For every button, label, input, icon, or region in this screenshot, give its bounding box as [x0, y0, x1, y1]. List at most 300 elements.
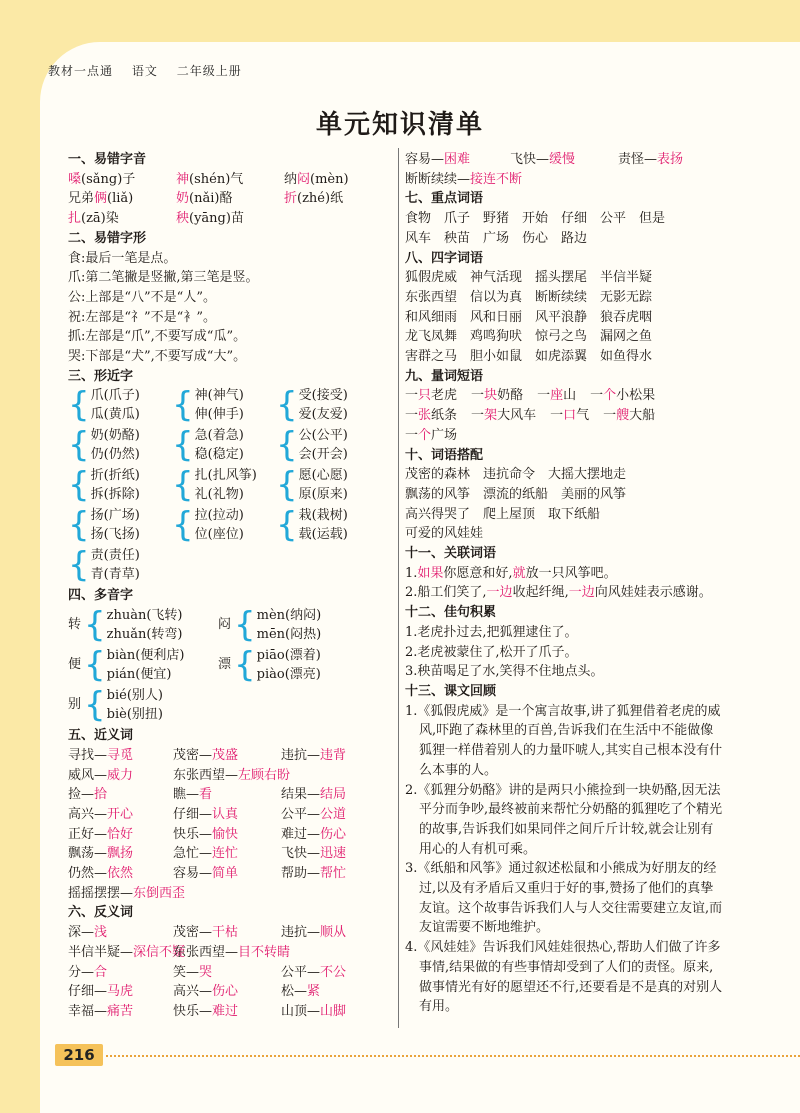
similar-char-list	[68, 386, 390, 586]
antonym-pair-row	[68, 943, 390, 963]
idiom-line: 害群之马 胆小如鼠 如虎添翼 如鱼得水	[405, 349, 653, 365]
brace-icon: {	[68, 545, 90, 586]
section-heading: 三、形近字	[68, 368, 134, 384]
conjunction-item	[405, 583, 725, 603]
conjunction-word: 一边	[568, 585, 595, 601]
measure-word: 个	[418, 427, 432, 443]
word-base: 摇摇摆摆—	[68, 885, 134, 901]
similar-char-row	[68, 506, 390, 546]
measure-noun: 大船	[629, 408, 656, 424]
word-base: 威风—	[68, 767, 108, 783]
word-base: 高兴—	[173, 984, 213, 1000]
pron-pinyin: (shén)气	[189, 171, 244, 187]
polyphone-readings	[107, 686, 163, 724]
pron-pinyin: (nǎi)酪	[189, 191, 233, 207]
pair-words	[91, 426, 140, 464]
synonym-pair	[281, 864, 346, 884]
synonym-pair	[68, 844, 173, 864]
word-answer: 茂盛	[212, 747, 239, 763]
pron-pinyin: (yāng)苗	[189, 211, 244, 227]
word-answer: 合	[94, 964, 108, 980]
antonym-pair	[281, 982, 320, 1002]
word-base: 东张西望—	[173, 767, 239, 783]
measure-noun: 气	[576, 408, 590, 424]
pron-char: 嗓	[68, 171, 82, 187]
conjunction-list	[405, 564, 725, 603]
word-base: 容易—	[405, 152, 445, 167]
word-base: 飞快—	[510, 152, 550, 167]
pron-prefix: 兄弟	[68, 191, 95, 207]
word: 位(座位)	[194, 527, 244, 543]
synonym-pair	[281, 844, 346, 864]
synonym-pair	[68, 864, 173, 884]
pron-char: 秧	[176, 211, 190, 227]
measure-noun: 广场	[431, 427, 458, 443]
word: 拉(拉动)	[194, 508, 244, 524]
antonym-pair	[68, 963, 173, 983]
key-words-line: 风车 秧苗 广场 伤心 路边	[405, 230, 588, 246]
key-words-line: 食物 爪子 野猪 开始 仔细 公平 但是	[405, 211, 666, 227]
word-answer: 开心	[107, 806, 134, 822]
pronunciation-item	[68, 189, 176, 209]
polyphone-char: 漂	[218, 657, 232, 673]
pron-pinyin: (zā)染	[81, 211, 119, 227]
sentence-item: 2.老虎被蒙住了,松开了爪子。	[405, 644, 578, 660]
word-answer: 难过	[212, 1003, 239, 1019]
word-answer: 困难	[444, 152, 471, 167]
polyphone-row	[68, 686, 390, 724]
collocation-list	[405, 465, 725, 544]
word-base: 正好—	[68, 826, 108, 842]
word: 稳(稳定)	[194, 447, 244, 463]
word-answer: 认真	[212, 806, 239, 822]
collocation-line: 可爱的风娃娃	[405, 526, 484, 542]
word-answer: 目不转睛	[238, 944, 291, 960]
word-base: 东张西望—	[173, 944, 239, 960]
similar-char-row	[68, 426, 390, 466]
brace-icon: {	[234, 605, 256, 646]
pronunciation-item	[68, 170, 176, 190]
synonym-pair	[173, 825, 281, 845]
similar-char-pair	[68, 546, 172, 584]
sentence-text: 向风娃娃表示感谢。	[594, 585, 712, 601]
word: 责(责任)	[90, 548, 140, 564]
polyphone-char: 别	[68, 697, 82, 713]
antonym-pair-row	[68, 923, 390, 943]
brace-icon: {	[276, 425, 298, 466]
review-item: 4.《风娃娃》告诉我们风娃娃很热心,帮助人们做了许多事情,结果做的有些事情却受到了人们的责怪。原来,做事情光有好的愿望还不行,还要看是不是真的对别人有用。	[405, 940, 723, 1015]
word: 栽(栽树)	[298, 508, 348, 524]
review-item: 1.《狐假虎威》是一个寓言故事,讲了狐狸借着老虎的威风,吓跑了森林里的百兽,告诉我们在生活中不能做像狐狸一样借着别人的力量吓唬人,其实自己根本没有什么本事的人。	[405, 703, 723, 778]
reading: pián(便宜)	[106, 667, 172, 683]
running-header	[48, 62, 256, 79]
word-answer: 深信不疑	[133, 944, 186, 960]
lesson-review-list	[405, 702, 725, 1017]
word-answer: 紧	[307, 984, 321, 1000]
item-number: 1.	[405, 565, 418, 581]
brace-icon: {	[172, 465, 194, 506]
pronunciation-item	[176, 209, 284, 229]
pair-words	[195, 506, 244, 544]
collocation-line: 高兴得哭了 爬上屋顶 取下纸船	[405, 506, 601, 522]
word: 爱(友爱)	[298, 407, 348, 423]
brace-icon: {	[172, 385, 194, 426]
antonym-pair	[405, 170, 523, 190]
similar-char-row	[68, 546, 390, 586]
word-answer: 威力	[107, 767, 134, 783]
word-base: 山顶—	[281, 1003, 321, 1019]
pair-words	[91, 466, 140, 504]
word: 急(着急)	[194, 428, 244, 444]
similar-char-pair	[276, 386, 380, 424]
similar-char-pair	[68, 506, 172, 544]
synonym-pair	[281, 805, 346, 825]
antonym-pair	[68, 982, 173, 1002]
pair-words	[195, 466, 257, 504]
pair-words	[299, 426, 348, 464]
measure-word: 口	[563, 408, 577, 424]
antonym-list	[68, 923, 390, 1022]
grade-name: 二年级上册	[176, 64, 242, 78]
antonym-pair	[68, 943, 186, 963]
measure-one: 一	[537, 388, 551, 404]
synonym-pair	[281, 746, 346, 766]
shape-note: 哭:下部是“犬”,不要写成“大”。	[68, 349, 247, 365]
word-answer: 恰好	[107, 826, 134, 842]
pron-char: 奶	[176, 191, 190, 207]
section-heading: 七、重点词语	[405, 191, 484, 207]
word-answer: 接连不断	[470, 171, 523, 187]
word-answer: 结局	[320, 787, 347, 803]
pronunciation-row	[68, 209, 390, 229]
key-words-list	[405, 209, 725, 248]
idiom-line: 和风细雨 风和日丽 风平浪静 狼吞虎咽	[405, 309, 653, 325]
shape-note: 爪:第二笔撇是竖撇,第三笔是竖。	[68, 270, 259, 286]
pair-words	[195, 386, 244, 424]
measure-word: 个	[603, 388, 617, 404]
word-answer: 公道	[320, 806, 347, 822]
measure-noun: 山	[563, 388, 577, 404]
synonym-pair-row	[68, 785, 390, 805]
word: 公(公平)	[298, 428, 348, 444]
word-base: 公平—	[281, 806, 321, 822]
brace-icon: {	[68, 425, 90, 466]
word-answer: 违背	[320, 747, 347, 763]
word-base: 断断续续—	[405, 171, 471, 187]
section-heading: 九、量词短语	[405, 368, 484, 384]
antonym-pair	[173, 982, 281, 1002]
word-base: 快乐—	[173, 826, 213, 842]
section-heading: 十、词语搭配	[405, 447, 484, 463]
measure-phrase	[471, 406, 536, 426]
word-base: 深—	[68, 925, 95, 941]
word-answer: 干枯	[212, 925, 239, 941]
collocation-line: 茂密的森林 违抗命令 大摇大摆地走	[405, 467, 627, 483]
pron-char: 闷	[297, 171, 311, 187]
word: 折(折纸)	[90, 468, 140, 484]
synonym-pair	[173, 746, 281, 766]
word: 奶(奶酪)	[90, 428, 140, 444]
antonym-pair-row	[68, 982, 390, 1002]
polyphone-readings	[107, 646, 185, 684]
word-base: 仔细—	[68, 984, 108, 1000]
synonym-pair-row	[68, 844, 390, 864]
word: 神(神气)	[194, 388, 244, 404]
reading: mēn(闷热)	[256, 627, 322, 643]
subject-name: 语文	[131, 64, 158, 78]
sentence-item: 1.老虎扑过去,把狐狸逮住了。	[405, 624, 578, 640]
similar-char-pair	[68, 386, 172, 424]
polyphone-item	[68, 686, 218, 724]
pronunciation-item	[68, 209, 176, 229]
shape-note: 抓:左部是“爪”,不要写成“瓜”。	[68, 329, 247, 345]
antonym-pair-row	[68, 963, 390, 983]
measure-noun: 老虎	[431, 388, 458, 404]
measure-one: 一	[550, 408, 564, 424]
idiom-line: 龙飞凤舞 鸡鸣狗吠 惊弓之鸟 漏网之鱼	[405, 329, 653, 345]
word-answer: 浅	[94, 925, 108, 941]
measure-one: 一	[603, 408, 617, 424]
word-base: 飞快—	[281, 846, 321, 862]
polyphone-char: 转	[68, 617, 82, 633]
word-answer: 表扬	[657, 152, 684, 167]
sentence-text: 船工们笑了,	[417, 585, 487, 601]
left-column	[68, 150, 390, 1022]
shape-note: 食:最后一笔是点。	[68, 250, 177, 266]
section-heading: 一、易错字音	[68, 152, 147, 167]
measure-row	[405, 426, 725, 446]
similar-char-pair	[172, 466, 276, 504]
pair-words	[299, 386, 348, 424]
column-divider	[398, 148, 399, 1028]
measure-phrase	[537, 386, 576, 406]
word-base: 结果—	[281, 787, 321, 803]
pronunciation-item	[284, 189, 343, 209]
polyphone-item	[218, 646, 368, 684]
section-heading: 八、四字词语	[405, 250, 484, 266]
word: 青(青草)	[90, 567, 140, 583]
synonym-list	[68, 746, 390, 904]
measure-phrase	[405, 406, 457, 426]
measure-noun: 小松果	[616, 388, 656, 404]
measure-one: 一	[471, 388, 485, 404]
word: 扎(扎风筝)	[194, 468, 257, 484]
polyphone-char: 闷	[218, 617, 232, 633]
idiom-line: 东张西望 信以为真 断断续续 无影无踪	[405, 289, 653, 305]
word: 瓜(黄瓜)	[90, 407, 140, 423]
pron-pinyin: (mèn)	[310, 171, 349, 187]
measure-one: 一	[405, 388, 419, 404]
polyphone-row	[68, 606, 390, 644]
synonym-pair	[173, 844, 281, 864]
word-answer: 痛苦	[107, 1003, 134, 1019]
section-heading: 二、易错字形	[68, 230, 147, 246]
section-heading: 五、近义词	[68, 728, 134, 744]
conjunction-word: 如果	[417, 565, 444, 581]
brace-icon: {	[172, 505, 194, 546]
synonym-pair-row	[68, 766, 390, 786]
section-heading: 十三、课文回顾	[405, 683, 497, 699]
word: 礼(礼物)	[194, 487, 244, 503]
reading: biè(别扭)	[106, 707, 163, 723]
word-base: 笑—	[173, 964, 200, 980]
pair-words	[91, 546, 140, 584]
section-heading: 十二、佳句积累	[405, 605, 497, 621]
brace-icon: {	[68, 465, 90, 506]
pron-prefix: 纳	[284, 171, 298, 187]
section-heading: 十一、关联词语	[405, 546, 497, 562]
word-answer: 东倒西歪	[133, 885, 186, 901]
polyphone-readings	[107, 606, 183, 644]
polyphone-item	[68, 606, 218, 644]
word-answer: 迅速	[320, 846, 347, 862]
similar-char-pair	[172, 506, 276, 544]
brace-icon: {	[84, 645, 106, 686]
shape-note: 公:上部是“八”不是“人”。	[68, 289, 216, 305]
measure-row	[405, 386, 725, 406]
pron-pinyin: (liǎ)	[107, 191, 134, 207]
antonym-pair	[281, 963, 346, 983]
conjunction-word: 就	[512, 565, 526, 581]
brace-icon: {	[172, 425, 194, 466]
antonym-pair	[173, 923, 281, 943]
word-answer: 缓慢	[549, 152, 576, 167]
synonym-pair	[281, 825, 346, 845]
sentence-list	[405, 623, 725, 682]
similar-char-pair	[172, 426, 276, 464]
pair-words	[91, 506, 140, 544]
synonym-pair-row	[68, 805, 390, 825]
synonym-pair	[173, 864, 281, 884]
pair-words	[299, 466, 348, 504]
synonym-pair	[173, 805, 281, 825]
antonym-list-continued	[405, 150, 725, 189]
right-column	[405, 150, 725, 1017]
word: 爪(爪子)	[90, 388, 140, 404]
footer-dotted-line	[106, 1055, 800, 1057]
antonym-pair	[173, 1002, 281, 1022]
brace-icon: {	[84, 685, 106, 726]
measure-phrase	[603, 406, 655, 426]
antonym-pair	[173, 943, 291, 963]
word-answer: 伤心	[212, 984, 239, 1000]
antonym-pair	[68, 1002, 173, 1022]
measure-noun: 纸条	[431, 408, 458, 424]
pron-char: 扎	[68, 211, 82, 227]
word-base: 茂密—	[173, 747, 213, 763]
book-name: 教材一点通	[48, 64, 114, 78]
review-item: 2.《狐狸分奶酪》讲的是两只小熊捡到一块奶酪,因无法平分而争吵,最终被前来帮忙分奶酪的狐狸吃了个精光的故事,告诉我们如果同伴之间斤斤计较,就会让别有用心的人有机可乘。	[405, 782, 723, 857]
item-number: 2.	[405, 585, 418, 601]
similar-char-pair	[68, 426, 172, 464]
synonym-pair-row	[68, 864, 390, 884]
word: 愿(心愿)	[298, 468, 348, 484]
error-shape-list	[68, 249, 390, 367]
antonym-pair-row	[405, 150, 725, 170]
word-answer: 愉快	[212, 826, 239, 842]
pron-pinyin: (zhé)纸	[297, 191, 344, 207]
polyphone-char: 便	[68, 657, 82, 673]
word: 扬(广场)	[90, 508, 140, 524]
brace-icon: {	[68, 505, 90, 546]
similar-char-row	[68, 466, 390, 506]
word-base: 快乐—	[173, 1003, 213, 1019]
reading: mèn(纳闷)	[256, 608, 322, 624]
word-base: 帮助—	[281, 866, 321, 882]
brace-icon: {	[68, 385, 90, 426]
word-base: 违抗—	[281, 747, 321, 763]
word-base: 半信半疑—	[68, 944, 134, 960]
word-answer: 连忙	[212, 846, 239, 862]
word-base: 松—	[281, 984, 308, 1000]
antonym-pair	[281, 1002, 346, 1022]
synonym-pair	[68, 884, 186, 904]
synonym-pair-row	[68, 884, 390, 904]
word-answer: 伤心	[320, 826, 347, 842]
word-base: 飘荡—	[68, 846, 108, 862]
pronunciation-row	[68, 170, 390, 190]
word: 原(原来)	[298, 487, 348, 503]
word-base: 难过—	[281, 826, 321, 842]
pronunciation-item	[176, 189, 284, 209]
measure-word: 只	[418, 388, 432, 404]
word-base: 寻找—	[68, 747, 108, 763]
word-answer: 山脚	[320, 1003, 347, 1019]
word-base: 捡—	[68, 787, 95, 803]
similar-char-pair	[172, 386, 276, 424]
synonym-pair-row	[68, 746, 390, 766]
antonym-pair	[68, 923, 173, 943]
measure-phrase	[550, 406, 589, 426]
similar-char-row	[68, 386, 390, 426]
measure-word: 块	[484, 388, 498, 404]
word: 伸(伸手)	[194, 407, 244, 423]
conjunction-word: 一边	[486, 585, 513, 601]
antonym-pair	[405, 150, 510, 170]
measure-word-list	[405, 386, 725, 445]
measure-word: 座	[550, 388, 564, 404]
word-answer: 不公	[320, 964, 347, 980]
antonym-pair	[618, 150, 683, 170]
brace-icon: {	[276, 385, 298, 426]
polyphone-item	[68, 646, 218, 684]
word-answer: 拾	[94, 787, 108, 803]
shape-note: 祝:左部是“礻”不是“衤”。	[68, 309, 216, 325]
brace-icon: {	[276, 465, 298, 506]
section-heading: 六、反义词	[68, 905, 134, 921]
pronunciation-item	[176, 170, 284, 190]
word-answer: 看	[199, 787, 213, 803]
polyphone-item	[218, 606, 368, 644]
word-base: 分—	[68, 964, 95, 980]
synonym-pair	[281, 785, 346, 805]
word-base: 茂密—	[173, 925, 213, 941]
word-answer: 寻觅	[107, 747, 134, 763]
synonym-pair-row	[68, 825, 390, 845]
word: 仍(仍然)	[90, 447, 140, 463]
synonym-pair	[68, 785, 173, 805]
similar-char-pair	[276, 506, 380, 544]
word: 会(开会)	[298, 447, 348, 463]
pronunciation-item	[284, 170, 349, 190]
sentence-text: 你愿意和好,	[443, 565, 513, 581]
reading: piào(漂亮)	[256, 667, 321, 683]
word-answer: 顺从	[320, 925, 347, 941]
brace-icon: {	[234, 645, 256, 686]
reading: zhuàn(飞转)	[106, 608, 183, 624]
measure-word: 艘	[616, 408, 630, 424]
word: 拆(拆除)	[90, 487, 140, 503]
